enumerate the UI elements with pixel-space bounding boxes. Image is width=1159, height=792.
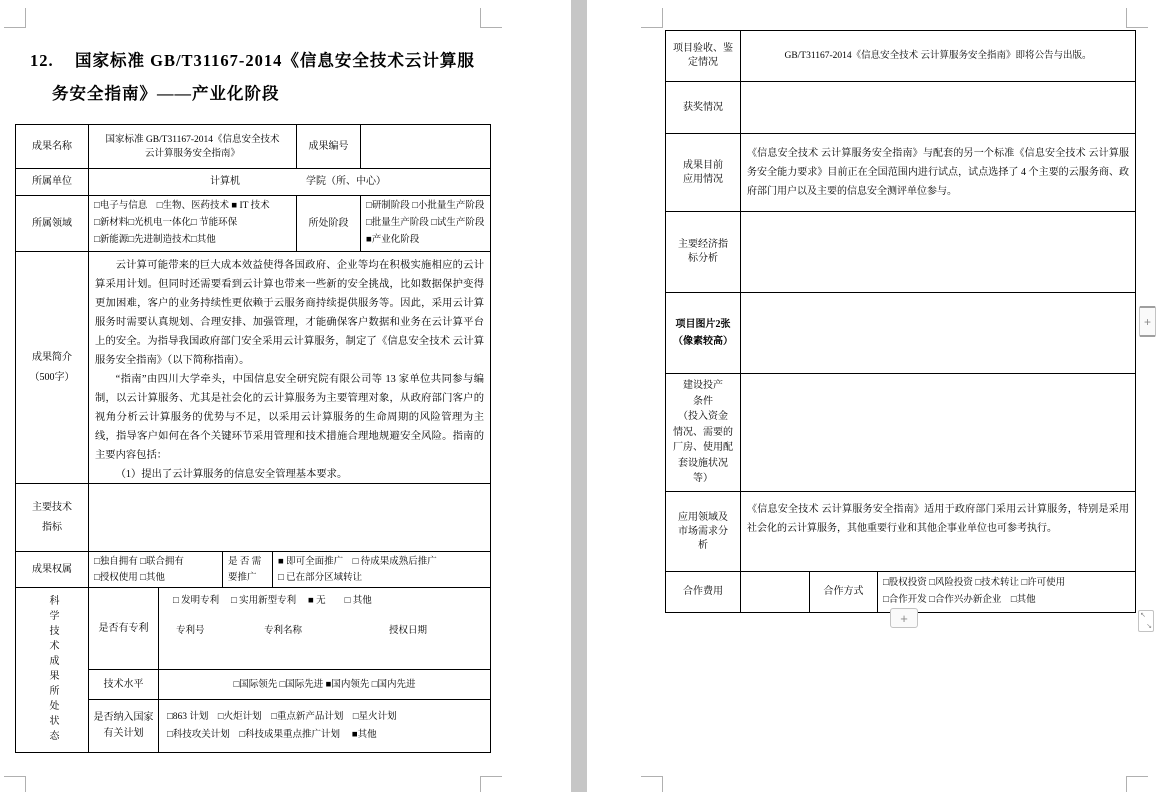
cell-cooperation-options[interactable]: □股权投资 □风险投资 □技术转让 □许可使用 □合作开发 □合作兴办新企业 □其他 (877, 571, 1136, 613)
cell-ownership-label[interactable]: 成果权属 (15, 551, 89, 588)
cell-tech-level-options[interactable]: □国际领先 □国际先进 ■国内领先 □国内先进 (158, 669, 491, 700)
plus-icon: + (900, 610, 908, 626)
margin-mark (641, 776, 663, 792)
cell-cooperation-method-label[interactable]: 合作方式 (809, 571, 878, 613)
patent-no-label: 专利号 (176, 626, 205, 636)
margin-mark (1126, 8, 1148, 28)
handle-cap-bottom (1140, 335, 1155, 337)
cell-cooperation-fee-label[interactable]: 合作费用 (665, 571, 741, 613)
margin-mark (480, 776, 502, 792)
margin-mark (4, 776, 26, 792)
cell-patent-content[interactable] (158, 587, 491, 670)
cell-plan-options[interactable]: □863 计划 □火炬计划 □重点新产品计划 □星火计划 □科技攻关计划 □科技成果重点推广计划 ■其他 (158, 699, 491, 753)
resize-arrow-nw-icon: ↖ (1140, 612, 1146, 619)
cell-intro-label[interactable]: 成果简介 （500字） (15, 251, 89, 484)
margin-mark (4, 8, 26, 28)
results-form-table (15, 124, 491, 753)
cell-awards-label[interactable]: 获奖情况 (665, 81, 741, 134)
cell-acceptance-label[interactable]: 项目验收、鉴 定情况 (665, 30, 741, 82)
cell-awards-value[interactable] (740, 81, 1136, 134)
results-form-table-2 (665, 30, 1136, 613)
cell-application-value[interactable]: 《信息安全技术 云计算服务安全指南》与配套的另一个标准《信息安全技术 云计算服务安全能力要求》目前正在全国范围内进行试点，试点选择了 4 个主要的云服务商、政府部门用户以及主要的信息安全测评单位参与。 (740, 133, 1136, 212)
cell-tech-index-value[interactable] (88, 483, 491, 552)
status-vertical-text: 科学技术成果所处状态 (47, 595, 58, 745)
patent-name-label: 专利名称 (264, 626, 303, 636)
handle-cap-top (1140, 306, 1155, 308)
patent-options: □ 发明专利 □ 实用新型专利 ■ 无 □ 其他 (173, 596, 372, 606)
cell-market-value[interactable]: 《信息安全技术 云计算服务安全指南》适用于政府部门采用云计算服务，特别是采用社会化的云计算服务，其他重要行业和其他企事业单位也可参考执行。 (740, 491, 1136, 572)
cell-economic-label[interactable]: 主要经济指 标分析 (665, 211, 741, 293)
patent-date-label: 授权日期 (389, 626, 428, 636)
cell-tech-index-label[interactable]: 主要技术 指标 (15, 483, 89, 552)
margin-mark (1126, 776, 1148, 792)
cell-photos-value[interactable] (740, 292, 1136, 374)
cell-unit-value[interactable] (88, 168, 491, 196)
cell-promote-options[interactable]: ■ 即可全面推广 □ 待成果成熟后推广 □ 已在部分区域转让 (272, 551, 491, 588)
document-title[interactable] (30, 44, 540, 110)
add-column-button[interactable] (1139, 306, 1156, 337)
cell-status-vertical-label[interactable] (15, 587, 89, 753)
cell-stage-label[interactable]: 所处阶段 (296, 195, 361, 252)
cell-unit-label[interactable]: 所属单位 (15, 168, 89, 196)
add-row-button[interactable] (890, 608, 918, 628)
cell-intro-text[interactable] (88, 251, 491, 484)
cell-patent-label[interactable]: 是否有专利 (88, 587, 159, 670)
cell-plan-label[interactable]: 是否纳入国家 有关计划 (88, 699, 159, 753)
cell-economic-value[interactable] (740, 211, 1136, 293)
cell-ownership-options[interactable]: □独自拥有 □联合拥有 □授权使用 □其他 (88, 551, 223, 588)
cell-result-no-value[interactable] (360, 124, 491, 169)
cell-promote-label[interactable]: 是 否 需 要推广 (222, 551, 273, 588)
cell-field-options[interactable]: □电子与信息 □生物、医药技术 ■ IT 技术 □新材料□光机电一体化□ 节能环保 □新能源□先进制造技术□其他 (88, 195, 297, 252)
unit-suffix: 学院（所、中心） (306, 176, 386, 187)
margin-mark (480, 8, 502, 28)
cell-photos-label[interactable]: 项目图片2张 （像素较高） (665, 292, 741, 374)
resize-arrow-se-icon: ↘ (1146, 623, 1152, 630)
margin-mark (641, 8, 663, 28)
page-2 (587, 0, 1159, 792)
intro-paragraph-2: “指南”由四川大学牵头，中国信息安全研究院有限公司等 13 家单位共同参与编制，以云计算服务、尤其是社会化的云计算服务为主要管理对象，从政府部门客户的视角分析云计算服务的优势与不足，以采用云计算服务的生命周期的风险管理为主线，指导客户如何在各个关键环节采用管理和技术措施合理地规避安全风险。指南的主要内容包括： (95, 374, 484, 461)
table-resize-handle[interactable] (1138, 610, 1154, 632)
cell-stage-options[interactable]: □研制阶段 □小批量生产阶段 □批量生产阶段 □试生产阶段 ■产业化阶段 (360, 195, 491, 252)
cell-cooperation-fee-value[interactable] (740, 571, 810, 613)
unit-value: 计算机 (210, 176, 240, 187)
cell-market-label[interactable]: 应用领域及 市场需求分 析 (665, 491, 741, 572)
title-line1: 国家标准 GB/T31167-2014《信息安全技术云计算服 (75, 51, 475, 70)
title-number: 12. (30, 51, 54, 70)
cell-field-label[interactable]: 所属领域 (15, 195, 89, 252)
cell-result-no-label[interactable]: 成果编号 (296, 124, 361, 169)
plus-icon: + (1143, 314, 1151, 329)
cell-acceptance-value[interactable]: GB/T31167-2014《信息安全技术 云计算服务安全指南》即将公告与出版。 (740, 30, 1136, 82)
title-line2: 务安全指南》——产业化阶段 (52, 84, 280, 103)
cell-construction-label[interactable]: 建设投产 条件 （投入资金 情况、需要的 厂房、使用配 套设施状况 等） (665, 373, 741, 492)
cell-application-label[interactable]: 成果目前 应用情况 (665, 133, 741, 212)
page-1 (0, 0, 571, 792)
cell-result-name-label[interactable]: 成果名称 (15, 124, 89, 169)
page-gutter (571, 0, 587, 792)
intro-paragraph-3: （1）提出了云计算服务的信息安全管理基本要求。 (115, 469, 348, 480)
cell-construction-value[interactable] (740, 373, 1136, 492)
intro-paragraph-1: 云计算可能带来的巨大成本效益使得各国政府、企业等均在积极实施相应的云计算采用计划。但同时还需要看到云计算也带来一些新的安全挑战，比如数据保护变得更加困难，客户的业务持续性更依赖于云服务商持续提供服务等。因此，采用云计算服务时需要认真规划、合理安排、加强管理，才能确保客户数据和业务在云计算平台上的安全。为指导我国政府部门安全采用云计算服务，制定了《信息安全技术 云计算服务安全指南》（以下简称指南）。 (95, 260, 484, 366)
cell-tech-level-label[interactable]: 技术水平 (88, 669, 159, 700)
cell-result-name-value[interactable]: 国家标准 GB/T31167-2014《信息安全技术 云计算服务安全指南》 (88, 124, 297, 169)
